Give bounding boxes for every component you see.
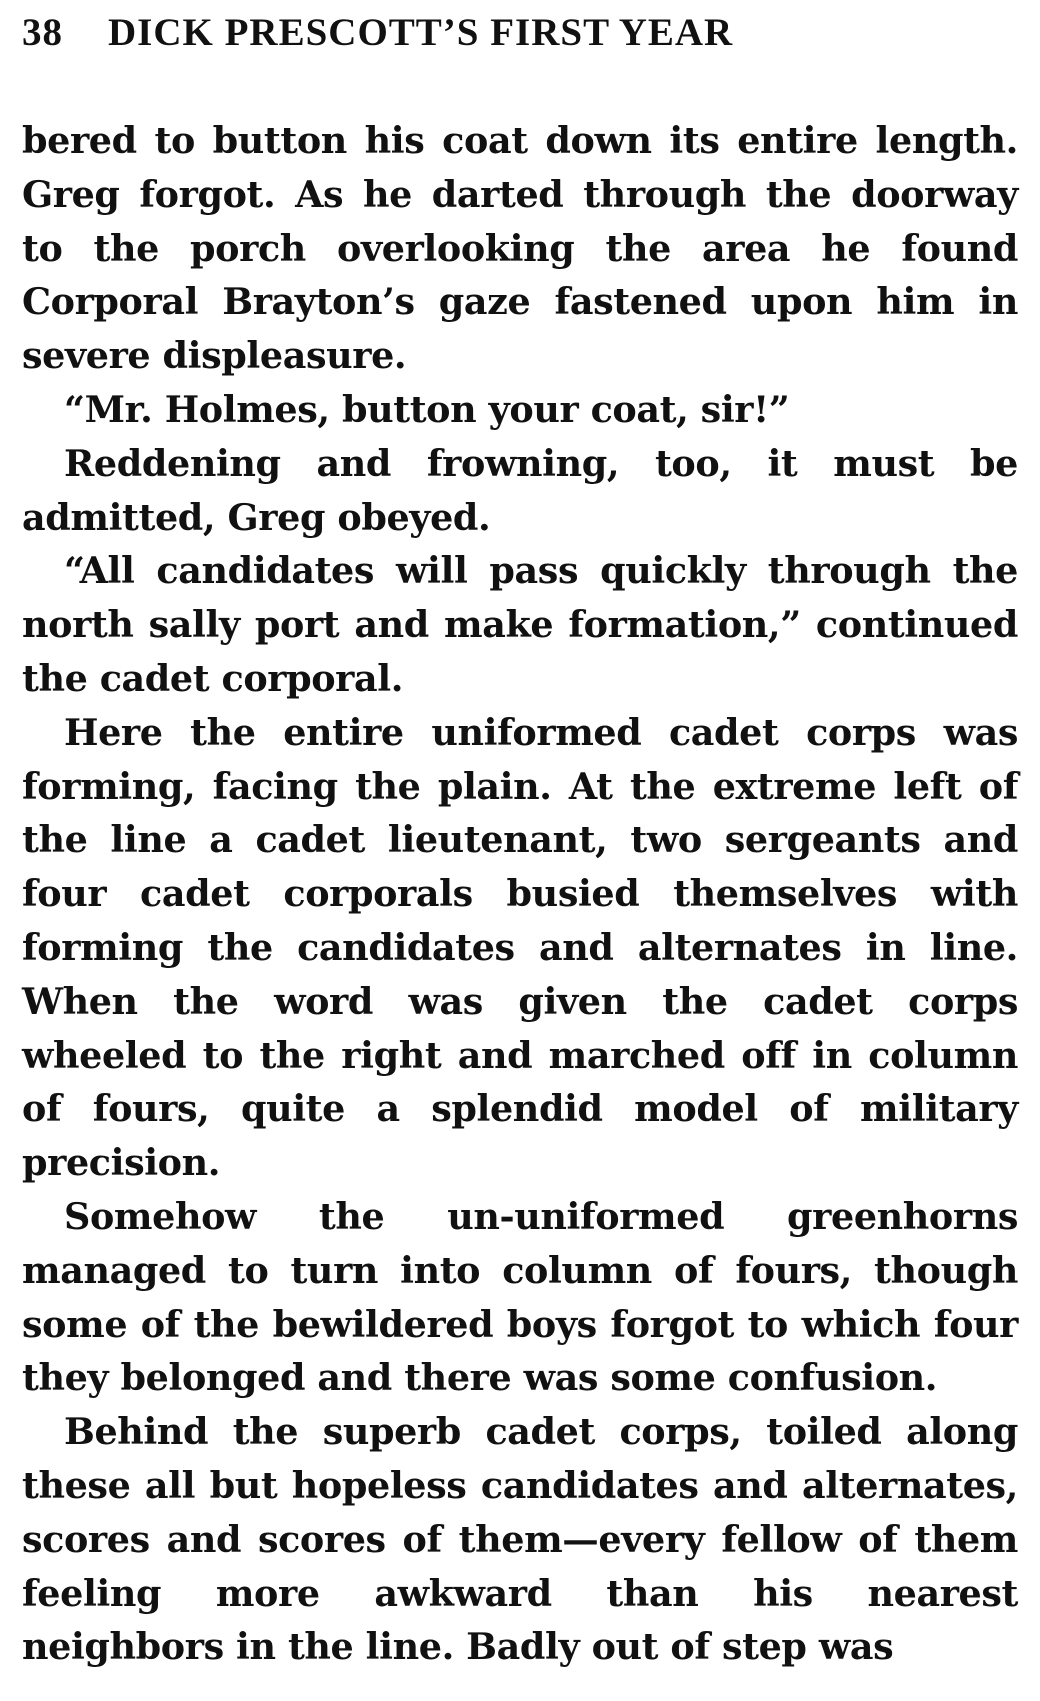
paragraph: bered to button his coat down its entire length. Greg forgot. As he darted through the doorway to the porch overlooking the area he found Corporal Brayton’s gaze fastened upon him in severe displeasure. (22, 119, 1018, 378)
paragraph: “Mr. Holmes, button your coat, sir!” (64, 387, 790, 431)
running-header (22, 10, 1018, 74)
paragraph: Reddening and frowning, too, it must be admitted, Greg obeyed. (22, 441, 1018, 539)
book-page (22, 10, 1018, 1674)
paragraph: “All candidates will pass quickly through the north sally port and make formation,” continued the cadet corporal. (22, 549, 1018, 700)
paragraph: Behind the superb cadet corps, toiled along these all but hopeless candidates and alternates, scores and scores of them—every fellow of them feeling more awkward than his nearest neighbors in the line. Badly out of step was (22, 1410, 1018, 1669)
page-number: 38 (22, 11, 63, 54)
paragraph: Somehow the un-uniformed greenhorns managed to turn into column of fours, though some of the bewildered boys forgot to which four they belonged and there was some confusion. (22, 1194, 1018, 1400)
running-title: DICK PRESCOTT’S FIRST YEAR (108, 11, 734, 54)
paragraph: Here the entire uniformed cadet corps was forming, facing the plain. At the extreme left of the line a cadet lieutenant, two sergeants and four cadet corporals busied themselves with forming the candidates and alternates in line. When the word was given the cadet corps wheeled to the right and marched off in column of fours, quite a splendid model of military precision. (22, 710, 1018, 1185)
body-text (22, 114, 1018, 1674)
